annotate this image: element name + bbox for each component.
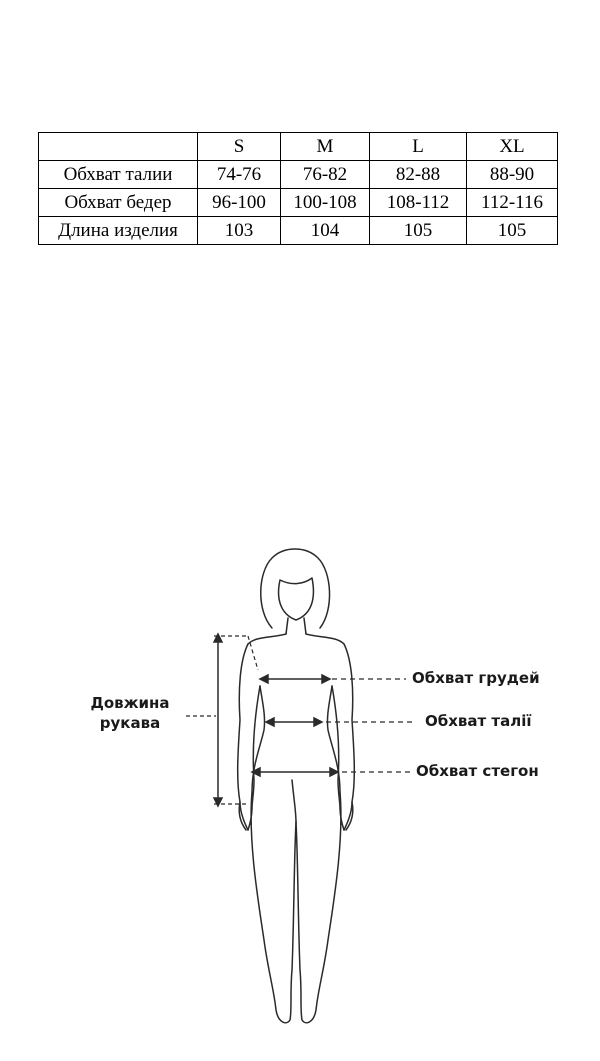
arrow-head-right-icon [314, 718, 322, 726]
table-cell: 96-100 [198, 189, 281, 217]
table-row [39, 189, 558, 217]
header-cell-size-l: L [370, 133, 467, 161]
female-body-outline-icon [0, 540, 600, 1040]
measurement-diagram [0, 540, 600, 1040]
chest-label: Обхват грудей [412, 669, 540, 687]
header-cell-size-s: S [198, 133, 281, 161]
table-cell: 76-82 [281, 161, 370, 189]
table-row [39, 217, 558, 245]
arrow-head-right-icon [330, 768, 338, 776]
row-label-hips: Обхват бедер [39, 189, 198, 217]
right-shoulder [306, 634, 344, 644]
table-header-row [39, 133, 558, 161]
table-cell: 88-90 [467, 161, 558, 189]
arrow-head-left-icon [266, 718, 274, 726]
arrow-head-down-icon [214, 798, 222, 806]
table-cell: 108-112 [370, 189, 467, 217]
right-leg [296, 792, 341, 1023]
table-cell: 100-108 [281, 189, 370, 217]
row-label-waist: Обхват талии [39, 161, 198, 189]
table-cell: 82-88 [370, 161, 467, 189]
table-cell: 105 [467, 217, 558, 245]
table-row [39, 161, 558, 189]
hair-outline [261, 549, 330, 628]
sleeve-length-line2: рукава [99, 714, 161, 732]
left-leg [251, 792, 296, 1023]
table-cell: 105 [370, 217, 467, 245]
face-outline [279, 578, 314, 620]
arrow-head-left-icon [260, 675, 268, 683]
arrow-head-right-icon [322, 675, 330, 683]
sleeve-length-label [70, 693, 190, 733]
table-cell: 74-76 [198, 161, 281, 189]
table-cell: 104 [281, 217, 370, 245]
size-chart-table [38, 132, 558, 245]
table-cell: 112-116 [467, 189, 558, 217]
header-cell-size-m: M [281, 133, 370, 161]
header-cell-empty [39, 133, 198, 161]
inner-leg-line [292, 780, 296, 822]
left-shoulder [248, 634, 286, 644]
table-cell: 103 [198, 217, 281, 245]
waist-label: Обхват талії [425, 712, 532, 730]
row-label-length: Длина изделия [39, 217, 198, 245]
arrow-head-up-icon [214, 634, 222, 642]
hips-label: Обхват стегон [416, 762, 539, 780]
sleeve-length-line1: Довжина [90, 694, 170, 712]
header-cell-size-xl: XL [467, 133, 558, 161]
